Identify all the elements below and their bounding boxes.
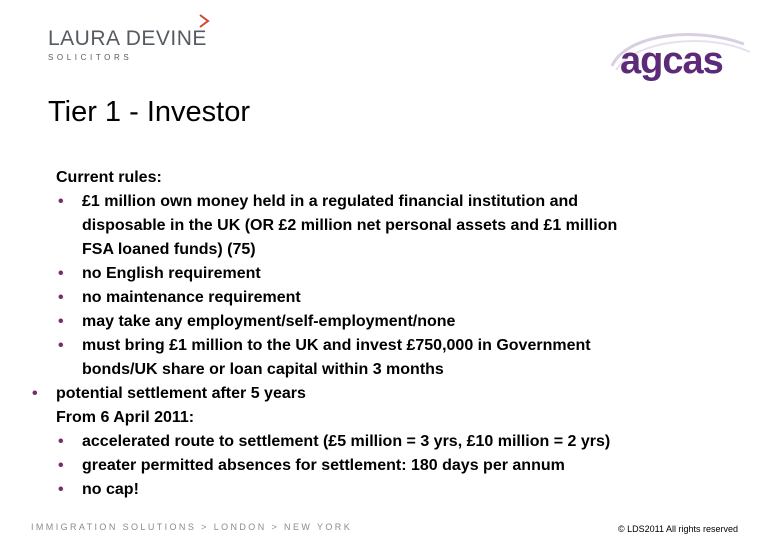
list-item: • may take any employment/self-employment/none [56,310,746,334]
laura-devine-name: LAURA DEVINE [48,27,207,50]
chevron-right-icon [198,14,210,28]
bullet-icon: • [32,385,38,402]
bullet-icon: • [58,337,64,354]
bullet-icon: • [58,265,64,282]
agcas-logo [606,26,756,88]
agcas-name: agcas [620,40,723,82]
bullet-icon: • [58,193,64,210]
list-item: • no cap! [56,478,746,502]
list-item: • accelerated route to settlement (£5 million = 3 yrs, £10 million = 2 yrs) [56,430,746,454]
slide-body [32,166,746,502]
bullet-icon: • [58,457,64,474]
list-item: • potential settlement after 5 years [30,382,746,406]
current-rules-heading: Current rules: [56,169,162,186]
list-item: • £1 million own money held in a regulated financial institution and [56,190,746,214]
footer-copyright: © LDS2011 All rights reserved [617,524,738,534]
list-item: • no maintenance requirement [56,286,746,310]
list-item: • greater permitted absences for settlement: 180 days per annum [56,454,746,478]
page-title: Tier 1 - Investor [48,96,250,128]
list-item: • must bring £1 million to the UK and invest £750,000 in Government [56,334,746,358]
bullet-icon: • [58,313,64,330]
footer-tagline: IMMIGRATION SOLUTIONS > LONDON > NEW YORK [31,522,353,532]
bullet-icon: • [58,433,64,450]
list-item-continuation: FSA loaned funds) (75) [82,241,256,258]
bullet-icon: • [58,289,64,306]
list-item-continuation: bonds/UK share or loan capital within 3 months [82,361,444,378]
list-item: • no English requirement [56,262,746,286]
laura-devine-logo [48,14,218,64]
list-item-continuation: disposable in the UK (OR £2 million net personal assets and £1 million [82,217,618,234]
laura-devine-subtitle: SOLICITORS [48,53,133,62]
from-date-heading: From 6 April 2011: [56,409,195,426]
bullet-icon: • [58,481,64,498]
